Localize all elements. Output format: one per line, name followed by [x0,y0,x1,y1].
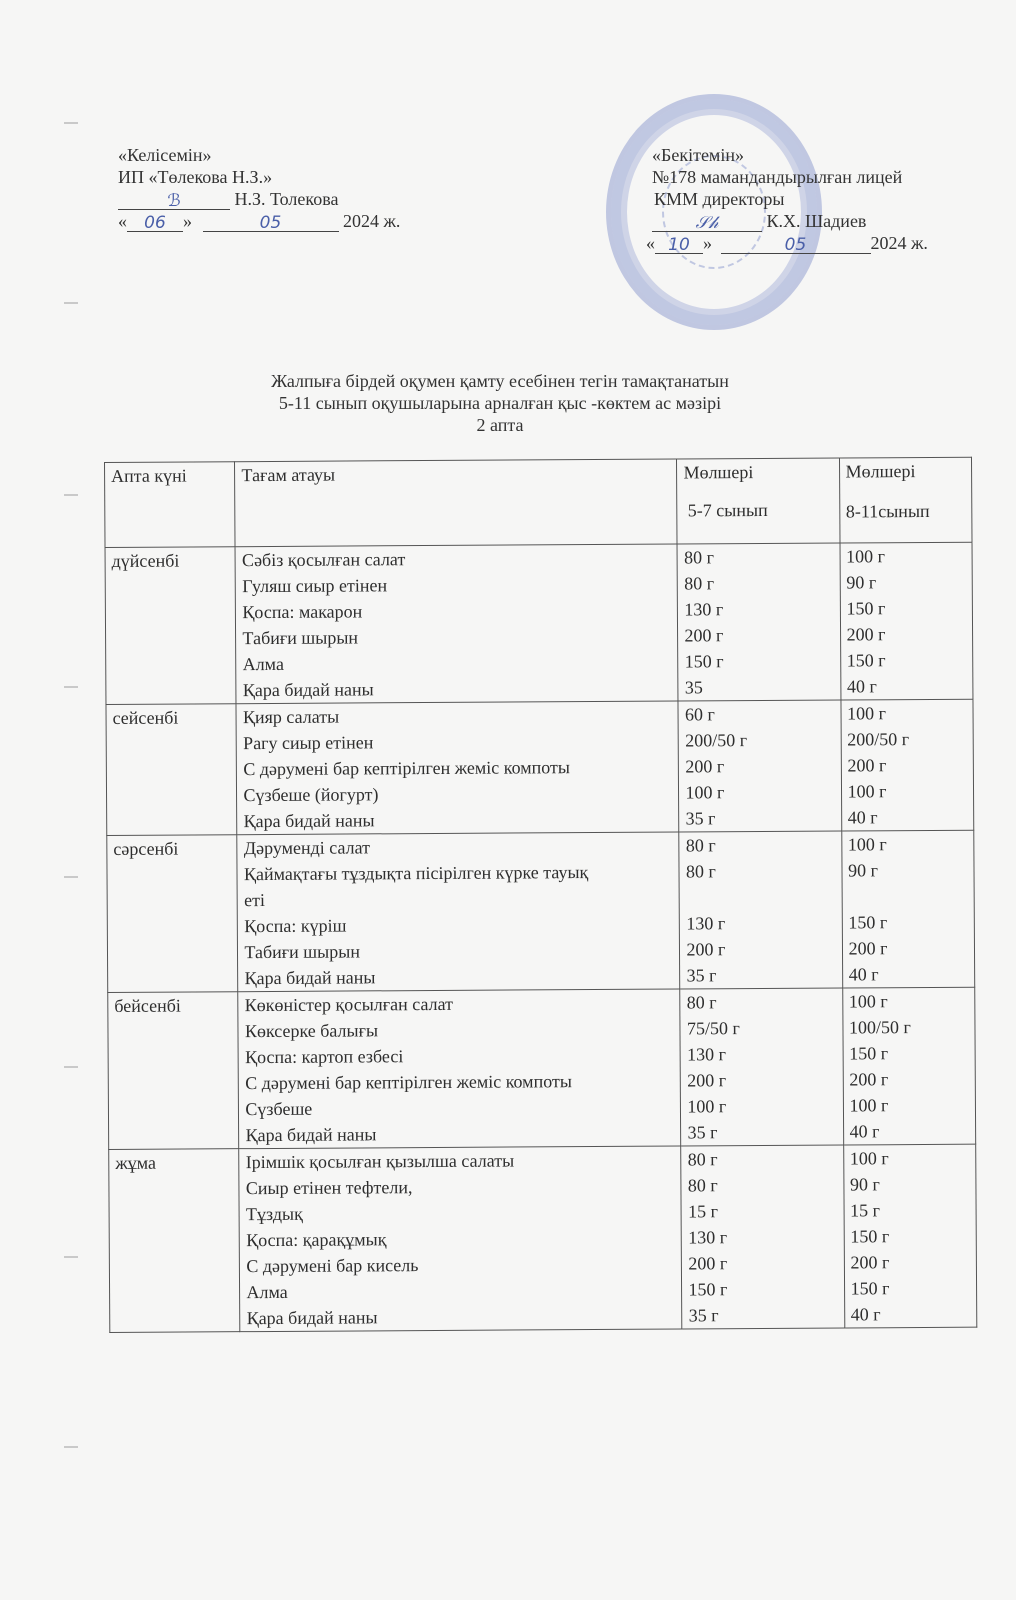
date-year: 2024 ж. [343,211,401,231]
qty-5-7-cell-item: 80 г [683,547,714,568]
approval-block-agreed [118,144,400,232]
qty-8-11-cell-item: 90 г [847,860,879,881]
approval-org: №178 мамандандырылған лицей [652,167,903,187]
qty-5-7-cell-item: 35 г [686,965,717,986]
dishes-cell-item: Рагу сиыр етінен [243,732,374,754]
qty-5-7-cell-item: 80 г [687,1149,718,1170]
qty-8-11-cell-item: 90 г [846,572,877,593]
qty-8-11-cell-item: 200 г [847,755,887,776]
qty-8-11-cell-item: 150 г [850,1226,890,1247]
qty-8-11-cell [841,830,974,988]
qty-8-11-cell-item: 150 г [848,912,888,933]
day-cell: сәрсенбі [107,835,238,993]
qty-5-7-cell [681,1145,844,1329]
qty-5-7-cell-item: 200 г [688,1253,728,1274]
date-year: 2024 ж. [870,233,928,253]
date-day: 06 [144,213,166,233]
dishes-cell-item: Ірімшік қосылған қызылша салаты [245,1150,515,1173]
qty-5-7-cell [679,831,842,989]
qty-5-7-cell-item: 35 [684,677,703,698]
qty-5-7-cell-item: 130 г [688,1227,728,1248]
qty-8-11-cell-item: 200 г [849,1069,889,1090]
approval-date: « 10 » 05 2024 ж. [646,233,928,255]
qty-5-7-cell-item [686,884,835,911]
dishes-cell-item: Көксерке балығы [244,1020,379,1042]
qty-8-11-cell-item: 150 г [850,1278,890,1299]
qty-8-11-cell-item: 200 г [848,938,888,959]
qty-8-11-cell [840,542,973,700]
qty-8-11-cell-item: 200/50 г [847,729,910,750]
qty-8-11-cell-item: 100 г [848,991,888,1012]
qty-8-11-cell [842,987,975,1145]
signature-line [652,210,928,232]
signature-line [118,188,400,210]
qty-5-7-cell-item: 80 г [685,861,716,882]
title-line-2: 5-11 сынып оқушыларына арналған қыс -көктем ас мәзірі [278,393,722,413]
dishes-cell-item: Сүзбеше (йогурт) [243,784,379,806]
table-row [107,830,975,992]
approval-org: ИП «Төлекова Н.З.» [118,167,273,187]
dishes-cell-item: Сиыр етінен тефтели, [245,1177,413,1199]
qty-5-7-cell-item: 130 г [686,913,726,934]
qty-5-7-cell-item: 15 г [687,1201,718,1222]
qty-8-11-cell-item: 200 г [846,624,886,645]
qty-8-11-cell-item [848,883,968,910]
qty-8-11-cell-item: 100 г [846,546,886,567]
qty-5-7-cell-item: 130 г [684,599,724,620]
document-title [0,370,1016,436]
qty-5-7-cell-item: 150 г [684,651,724,672]
dishes-cell-item: Қоспа: картоп езбесі [244,1046,404,1068]
table-row [109,1144,977,1332]
qty-5-7-cell [678,700,841,832]
qty-5-7-cell-item: 100 г [687,1096,727,1117]
qty-5-7-cell-item: 35 г [685,808,716,829]
scan-mark [64,122,78,124]
title-line-1: Жалпыға бірдей оқумен қамту есебінен тегін тамақтанатын [271,371,729,391]
qty-5-7-cell-item: 200 г [685,756,725,777]
qty-5-7-cell-item: 100 г [685,782,725,803]
qty-8-11-cell [841,699,974,831]
dishes-cell-item: Қоспа: қарақұмық [246,1229,387,1251]
dishes-cell-item: С дәрумені бар кисель [246,1255,419,1277]
dishes-cell [236,701,679,835]
dishes-cell-item: Табиғи шырын [242,627,359,649]
dishes-cell-item: Алма [242,653,284,675]
approval-date: « 06 » 05 2024 ж. [118,211,401,233]
qty-5-7-cell-item: 75/50 г [686,1018,740,1039]
table-row [106,699,974,835]
scan-mark [64,1446,78,1448]
dishes-cell [238,989,681,1149]
approval-block-approved [646,144,928,255]
header-dish: Тағам атауы [235,459,678,547]
qty-5-7-cell-item: 200 г [687,1070,727,1091]
qty-5-7-cell-item: 35 г [687,1122,718,1143]
header-qty-8-11: Мөлшері 8-11сынып [839,457,972,543]
approval-position: КММ директоры [654,189,785,209]
qty-8-11-cell-item: 150 г [846,598,886,619]
dishes-cell-item: Қара бидай наны [246,1307,378,1329]
dishes-cell-item: С дәрумені бар кептірілген жеміс компоты [243,757,571,780]
dishes-cell-item: Гуляш сиыр етінен [242,575,388,597]
qty-5-7-cell-item: 80 г [684,573,715,594]
qty-8-11-cell-item: 40 г [850,1304,881,1325]
approval-label: «Келісемін» [118,145,212,165]
dishes-cell [235,544,678,704]
dishes-cell [237,832,680,992]
qty-8-11-cell-item: 40 г [847,807,878,828]
dishes-cell-item: еті [244,890,266,911]
qty-5-7-cell [677,543,840,701]
day-cell: бейсенбі [108,992,239,1150]
signatory-name: Н.З. Толекова [234,189,339,209]
qty-8-11-cell-item: 100 г [847,834,887,855]
qty-5-7-cell-item: 200 г [686,939,726,960]
dishes-cell-item: Қоспа: макарон [242,601,363,623]
qty-8-11-cell-item: 15 г [850,1200,881,1221]
day-cell: сейсенбі [106,704,237,836]
header-qty-5-7: Мөлшері 5-7 сынып [677,458,840,544]
scan-mark [64,686,78,688]
qty-5-7-cell-item: 80 г [685,835,716,856]
signatory-name: К.Х. Шадиев [766,211,867,231]
dishes-cell-item: Табиғи шырын [244,941,361,963]
dishes-cell-item: Сүзбеше [245,1098,313,1120]
qty-8-11-cell-item: 40 г [846,676,877,697]
day-cell: дүйсенбі [105,547,236,705]
menu-table [104,457,977,1333]
qty-8-11-cell-item: 200 г [850,1252,890,1273]
qty-8-11-cell-item: 100/50 г [848,1017,911,1038]
qty-5-7-cell-item: 80 г [687,1175,718,1196]
qty-8-11-cell-item: 100 г [849,1148,889,1169]
qty-8-11-cell-item: 100 г [849,1095,889,1116]
scan-mark [64,1066,78,1068]
dishes-cell-item: С дәрумені бар кептірілген жеміс компоты [245,1071,572,1094]
dishes-cell-item: Қоспа: күріш [244,915,347,937]
handwritten-signature: 𝒮𝒽 [652,211,762,232]
qty-8-11-cell-item: 150 г [846,650,886,671]
dishes-cell [239,1146,682,1332]
scan-mark [64,876,78,878]
qty-5-7-cell-item: 200/50 г [685,730,748,751]
scan-mark [64,1256,78,1258]
dishes-cell-item: Қара бидай наны [242,679,374,701]
handwritten-signature: ℬ [118,189,230,210]
dishes-cell-item: Қара бидай наны [245,1124,377,1146]
dishes-cell-item: Қара бидай наны [244,967,376,989]
date-month: 05 [259,213,282,233]
title-line-3: 2 апта [476,415,524,435]
qty-8-11-cell-item: 40 г [848,964,879,985]
qty-5-7-cell-item: 130 г [687,1044,727,1065]
qty-8-11-cell-item: 40 г [849,1121,880,1142]
qty-8-11-cell-item: 90 г [849,1174,880,1195]
dishes-cell-item: Тұздық [245,1203,303,1225]
table-header-row [105,457,973,547]
qty-5-7-cell-item: 60 г [684,704,715,725]
dishes-cell-item: Алма [246,1281,288,1303]
qty-5-7-cell-item: 80 г [686,992,717,1013]
qty-8-11-cell [843,1144,977,1328]
scan-mark [64,302,78,304]
scan-mark [64,494,78,496]
qty-5-7-cell-item: 200 г [684,625,724,646]
date-month: 05 [784,235,807,255]
dishes-cell-item: Көкөністер қосылған салат [244,993,454,1016]
table-row [105,542,973,704]
dishes-cell-item: Қияр салаты [242,706,340,728]
qty-5-7-cell-item: 35 г [688,1305,719,1326]
dishes-cell-item: Дәрумендi салат [243,837,371,859]
qty-8-11-cell-item: 100 г [847,781,887,802]
day-cell: жұма [109,1149,241,1333]
table-row [108,987,976,1149]
qty-8-11-cell-item: 100 г [847,703,887,724]
approval-label: «Бекітемін» [652,145,744,165]
qty-8-11-cell-item: 150 г [849,1043,889,1064]
dishes-cell-item: Қара бидай наны [243,810,375,832]
qty-5-7-cell [680,988,843,1146]
date-day: 10 [668,235,690,255]
qty-5-7-cell-item: 150 г [688,1279,728,1300]
dishes-cell-item: Қаймақтағы тұздықта пісірілген күрке тауық [243,862,589,885]
header-day: Апта күні [105,462,236,548]
dishes-cell-item: Сәбіз қосылған салат [241,549,406,571]
